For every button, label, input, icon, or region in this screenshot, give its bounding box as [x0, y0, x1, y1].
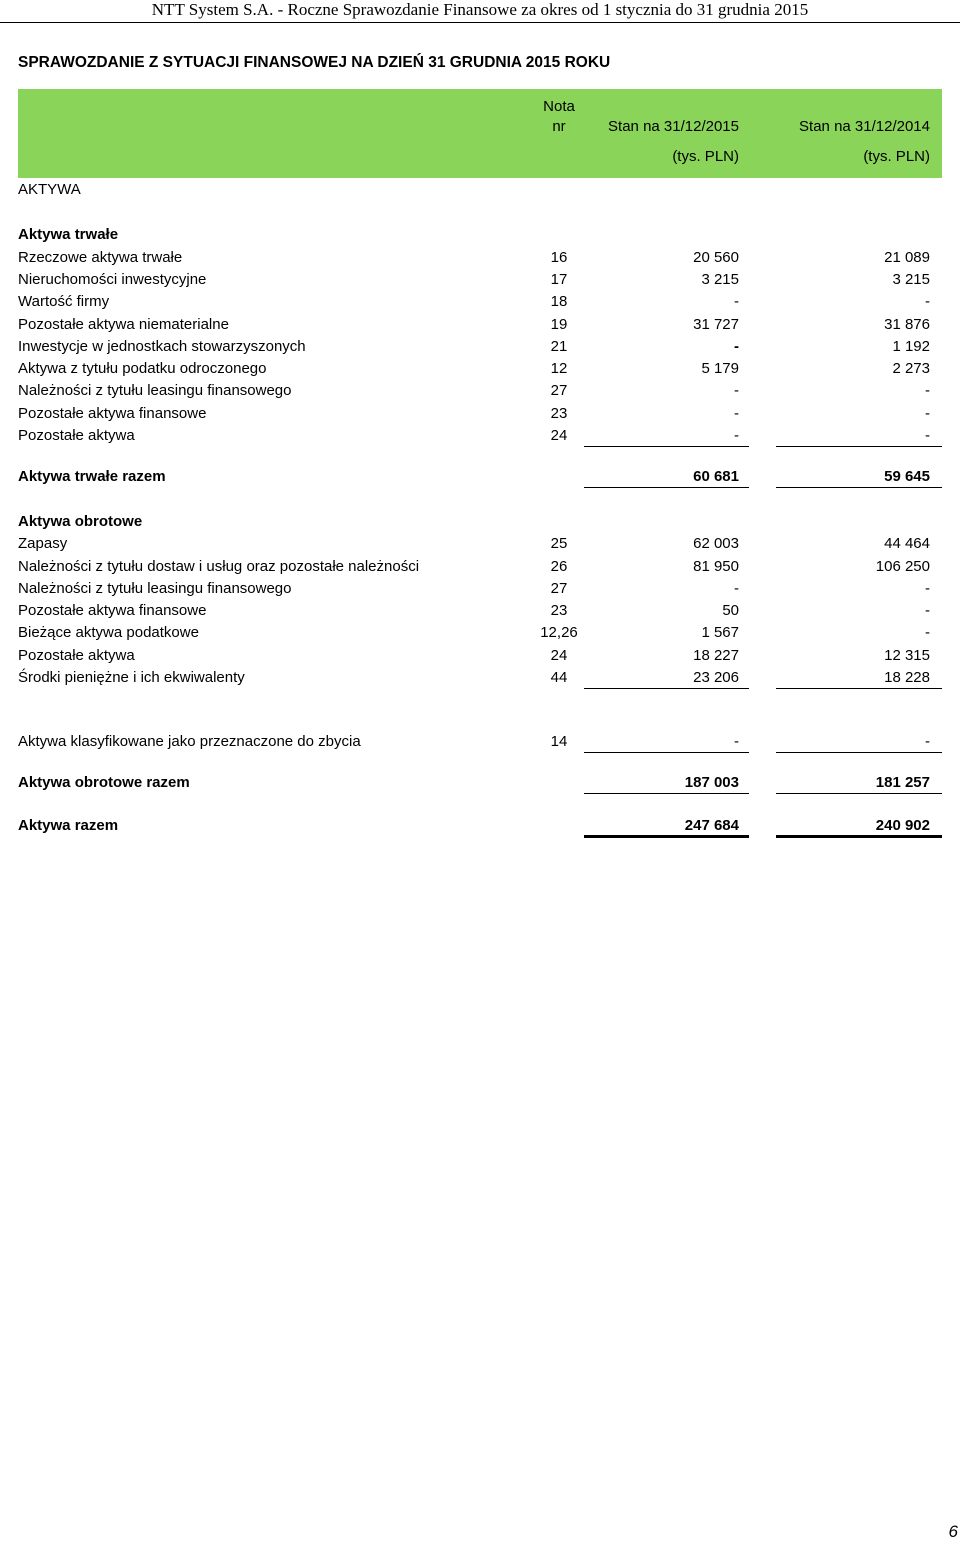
row-label: Należności z tytułu leasingu finansowego: [18, 382, 292, 399]
row-value-2015: 81 950: [693, 558, 739, 575]
row-value-2015: -: [734, 382, 739, 399]
row-value-2015: 50: [722, 602, 739, 619]
table-row: [18, 601, 942, 621]
row-note: 19: [550, 316, 568, 333]
table-row: [18, 646, 942, 666]
running-header-text: NTT System S.A. - Roczne Sprawozdanie Finansowe za okres od 1 stycznia do 31 grudnia 2015: [151, 0, 809, 19]
row-note: 16: [550, 249, 568, 266]
total-rule-2015: [584, 793, 749, 794]
row-label: Wartość firmy: [18, 293, 110, 310]
row-value-2015: -: [734, 580, 739, 597]
row-label: Aktywa obrotowe razem: [18, 774, 190, 791]
row-value-2014: 106 250: [875, 558, 930, 575]
row-value-2014: 31 876: [884, 316, 930, 333]
row-label: Należności z tytułu dostaw i usług oraz pozostałe należności: [18, 558, 420, 575]
subtotal-rule-2014: [776, 446, 942, 447]
current-assets-total-row: [18, 773, 942, 793]
table-row: [18, 381, 942, 401]
row-label: Aktywa razem: [18, 817, 119, 834]
table-row: [18, 534, 942, 554]
row-value-2014: 240 902: [875, 817, 930, 834]
row-label: Inwestycje w jednostkach stowarzyszonych: [18, 338, 306, 355]
row-value-2014: -: [925, 624, 930, 641]
row-value-2014: -: [925, 580, 930, 597]
row-value-2015: 20 560: [693, 249, 739, 266]
row-note: 12: [550, 360, 568, 377]
row-value-2014: 44 464: [884, 535, 930, 552]
row-value-2015: 247 684: [684, 817, 739, 834]
row-value-2015: 60 681: [693, 468, 739, 485]
row-label: Pozostałe aktywa: [18, 647, 135, 664]
row-value-2015: 62 003: [693, 535, 739, 552]
table-header: [18, 89, 942, 178]
row-value-2014: -: [925, 382, 930, 399]
row-value-2014: 12 315: [884, 647, 930, 664]
row-label: Nieruchomości inwestycyjne: [18, 271, 207, 288]
row-value-2014: 3 215: [892, 271, 930, 288]
subtotal-rule-2014: [776, 752, 942, 753]
held-for-sale-row: [18, 732, 942, 752]
row-note: 12,26: [540, 624, 578, 641]
grand-total-rule-2015: [584, 835, 749, 838]
row-value-2015: 31 727: [693, 316, 739, 333]
page-number: 6: [948, 1522, 958, 1541]
row-label: Rzeczowe aktywa trwałe: [18, 249, 183, 266]
row-label: Należności z tytułu leasingu finansowego: [18, 580, 292, 597]
row-note: 18: [550, 293, 568, 310]
row-value-2014: -: [925, 293, 930, 310]
row-value-2014: 181 257: [875, 774, 930, 791]
table-row: [18, 623, 942, 643]
row-note: 17: [550, 271, 568, 288]
row-note: 23: [550, 405, 568, 422]
row-note: 21: [550, 338, 568, 355]
row-label: Aktywa trwałe razem: [18, 468, 166, 485]
row-note: 44: [550, 669, 568, 686]
table-row: [18, 404, 942, 424]
row-value-2014: 2 273: [892, 360, 930, 377]
row-label: Aktywa z tytułu podatku odroczonego: [18, 360, 267, 377]
unit-header-2015: (tys. PLN): [672, 148, 739, 165]
row-label: Zapasy: [18, 535, 68, 552]
subtotal-rule-2015: [584, 688, 749, 689]
row-value-2015: -: [734, 338, 739, 355]
row-value-2015: -: [734, 427, 739, 444]
total-rule-2014: [776, 487, 942, 488]
column-header-2015: Stan na 31/12/2015: [608, 118, 739, 135]
running-header: [0, 0, 960, 20]
fixed-assets-total-row: [18, 467, 942, 487]
document-title: SPRAWOZDANIE Z SYTUACJI FINANSOWEJ NA DZIEŃ 31 GRUDNIA 2015 ROKU: [18, 54, 611, 71]
grand-total-row: [18, 816, 942, 836]
table-row: [18, 248, 942, 268]
note-header-line1: Nota: [543, 98, 575, 115]
row-value-2014: -: [925, 427, 930, 444]
row-note: 26: [550, 558, 568, 575]
column-header-2014: Stan na 31/12/2014: [799, 118, 930, 135]
table-row: [18, 668, 942, 688]
total-rule-2015: [584, 487, 749, 488]
row-value-2015: 3 215: [701, 271, 739, 288]
row-label: Pozostałe aktywa finansowe: [18, 405, 207, 422]
table-row: [18, 292, 942, 312]
row-note: 14: [550, 733, 568, 750]
row-label: Bieżące aktywa podatkowe: [18, 624, 199, 641]
subtotal-rule-2014: [776, 688, 942, 689]
row-value-2014: -: [925, 602, 930, 619]
row-value-2014: 18 228: [884, 669, 930, 686]
fixed-assets-heading: Aktywa trwałe: [18, 226, 119, 243]
row-value-2015: 1 567: [701, 624, 739, 641]
table-row: [18, 315, 942, 335]
table-row: [18, 557, 942, 577]
row-value-2015: -: [734, 293, 739, 310]
row-note: 23: [550, 602, 568, 619]
table-row: [18, 426, 942, 446]
row-value-2014: 21 089: [884, 249, 930, 266]
row-value-2015: 18 227: [693, 647, 739, 664]
row-value-2014: -: [925, 405, 930, 422]
row-value-2015: 5 179: [701, 360, 739, 377]
unit-header-2014: (tys. PLN): [863, 148, 930, 165]
note-header-line2: nr: [552, 118, 566, 135]
row-note: 27: [550, 382, 568, 399]
table-row: [18, 270, 942, 290]
header-rule: [0, 22, 960, 23]
row-value-2014: 1 192: [892, 338, 930, 355]
row-label: Pozostałe aktywa finansowe: [18, 602, 207, 619]
table-row: [18, 579, 942, 599]
grand-total-rule-2014: [776, 835, 942, 838]
total-rule-2014: [776, 793, 942, 794]
row-value-2014: -: [925, 733, 930, 750]
row-label: Środki pieniężne i ich ekwiwalenty: [18, 669, 245, 686]
row-note: 24: [550, 427, 568, 444]
table-row: [18, 337, 942, 357]
row-value-2015: -: [734, 733, 739, 750]
row-note: 27: [550, 580, 568, 597]
row-note: 25: [550, 535, 568, 552]
row-value-2015: -: [734, 405, 739, 422]
row-value-2015: 187 003: [684, 774, 739, 791]
row-label: Pozostałe aktywa: [18, 427, 135, 444]
row-value-2015: 23 206: [693, 669, 739, 686]
subtotal-rule-2015: [584, 446, 749, 447]
row-label: Pozostałe aktywa niematerialne: [18, 316, 229, 333]
current-assets-heading: Aktywa obrotowe: [18, 513, 143, 530]
subtotal-rule-2015: [584, 752, 749, 753]
row-label: Aktywa klasyfikowane jako przeznaczone do zbycia: [18, 733, 361, 750]
table-row: [18, 359, 942, 379]
row-note: 24: [550, 647, 568, 664]
row-value-2014: 59 645: [884, 468, 930, 485]
section-label: AKTYWA: [18, 181, 81, 198]
